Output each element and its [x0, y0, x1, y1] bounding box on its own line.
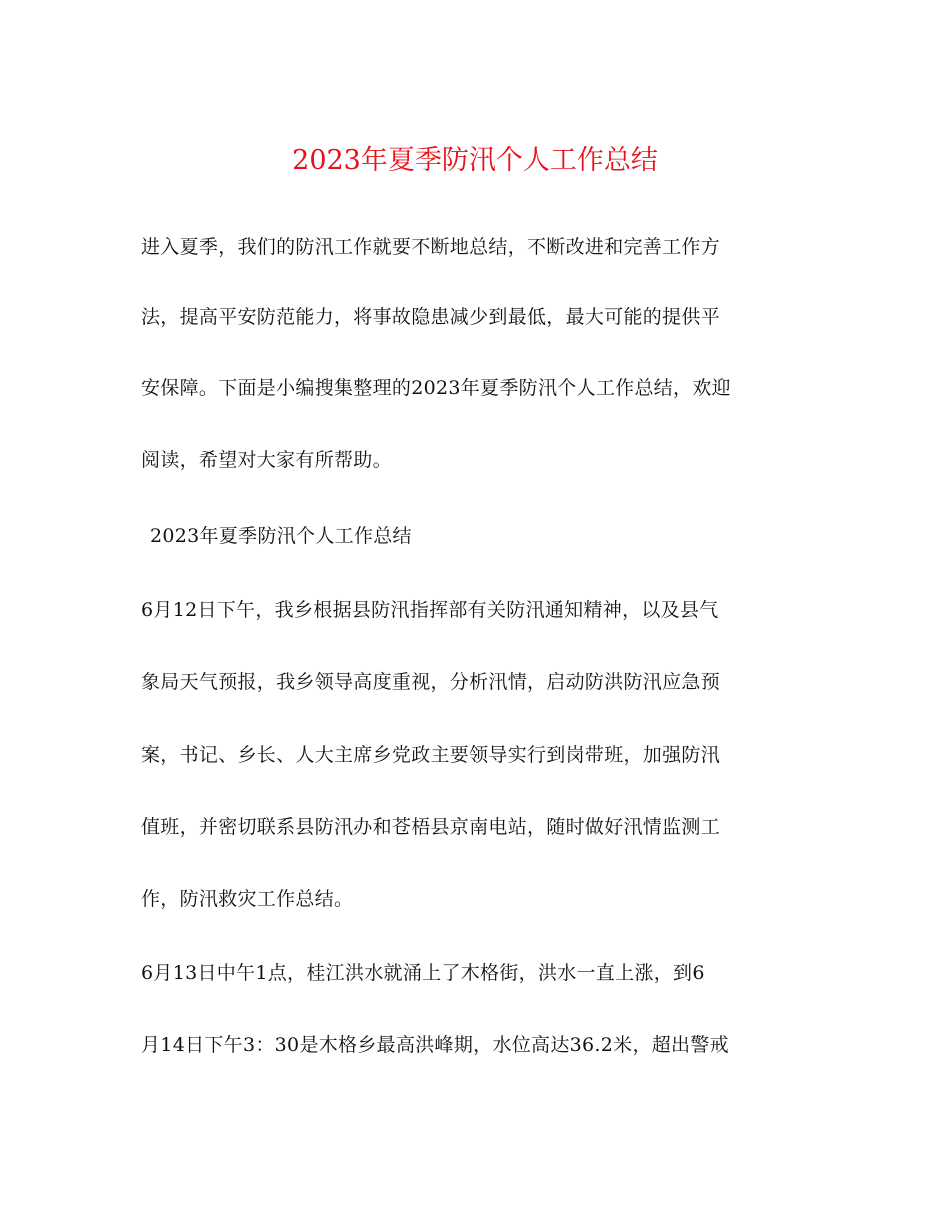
paragraph2-line-2: 月14日下午3：30是木格乡最高洪峰期，水位高达36.2米，超出警戒: [141, 1034, 729, 1056]
intro-line-2: 法，提高平安防范能力，将事故隐患减少到最低，最大可能的提供平: [141, 306, 721, 328]
intro-line-1: 进入夏季，我们的防汛工作就要不断地总结，不断改进和完善工作方: [141, 236, 721, 258]
section-subheading: 2023年夏季防汛个人工作总结: [150, 525, 412, 547]
paragraph1-line-5: 作，防汛救灾工作总结。: [141, 888, 354, 910]
intro-line-3: 安保障。下面是小编搜集整理的2023年夏季防汛个人工作总结，欢迎: [141, 377, 731, 399]
intro-line-4: 阅读，希望对大家有所帮助。: [141, 449, 392, 471]
paragraph1-line-1: 6月12日下午，我乡根据县防汛指挥部有关防汛通知精神，以及县气: [141, 599, 719, 621]
paragraph2-line-1: 6月13日中午1点，桂江洪水就涌上了木格街，洪水一直上涨，到6: [141, 962, 705, 984]
document-title: 2023年夏季防汛个人工作总结: [292, 145, 658, 176]
paragraph1-line-2: 象局天气预报，我乡领导高度重视，分析汛情，启动防洪防汛应急预: [141, 671, 721, 693]
paragraph1-line-4: 值班，并密切联系县防汛办和苍梧县京南电站，随时做好汛情监测工: [141, 816, 721, 838]
paragraph1-line-3: 案，书记、乡长、人大主席乡党政主要领导实行到岗带班，加强防汛: [141, 744, 721, 766]
